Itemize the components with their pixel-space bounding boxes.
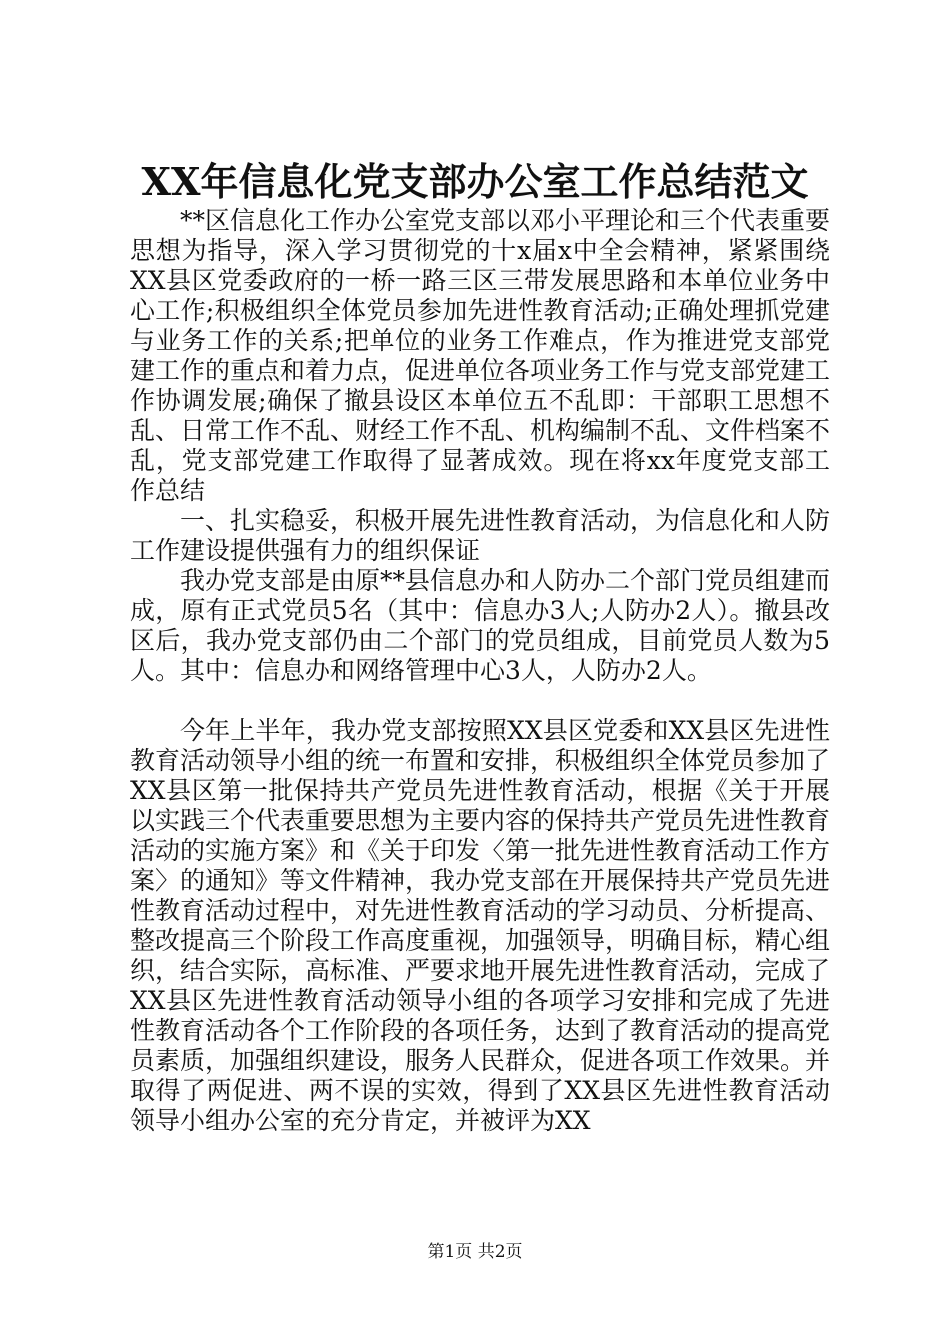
section-heading-1: 一、扎实稳妥，积极开展先进性教育活动，为信息化和人防工作建设提供强有力的组织保证 <box>130 506 831 565</box>
paragraph-branch-composition: 我办党支部是由原**县信息办和人防办二个部门党员组建而成，原有正式党员5名（其中：信息办3人;人防办2人）。撤县改区后，我办党支部仍由二个部门的党员组成，目前党员人数为5人。其中：信息办和网络管理中心3人，人防办2人。 <box>130 566 831 685</box>
document-body <box>130 206 830 1136</box>
paragraph-first-half-year: 今年上半年，我办党支部按照XX县区党委和XX县区先进性教育活动领导小组的统一布置和安排，积极组织全体党员参加了XX县区第一批保持共产党员先进性教育活动，根据《关于开展以实践三个代表重要思想为主要内容的保持共产党员先进性教育活动的实施方案》和《关于印发〈第一批先进性教育活动工作方案〉的通知》等文件精神，我办党支部在开展保持共产党员先进性教育活动过程中，对先进性教育活动的学习动员、分析提高、整改提高三个阶段工作高度重视，加强领导，明确目标，精心组织，结合实际，高标准、严要求地开展先进性教育活动，完成了XX县区先进性教育活动领导小组的各项学习安排和完成了先进性教育活动各个工作阶段的各项任务，达到了教育活动的提高党员素质，加强组织建设，服务人民群众，促进各项工作效果。并取得了两促进、两不误的实效，得到了XX县区先进性教育活动领导小组办公室的充分肯定，并被评为XX <box>130 716 831 1135</box>
document-title: XX年信息化党支部办公室工作总结范文 <box>141 159 809 204</box>
page-footer: 第1页 共2页 <box>427 1242 523 1262</box>
paragraph-intro: **区信息化工作办公室党支部以邓小平理论和三个代表重要思想为指导，深入学习贯彻党的十x届x中全会精神，紧紧围绕XX县区党委政府的一桥一路三区三带发展思路和本单位业务中心工作;积极组织全体党员参加先进性教育活动;正确处理抓党建与业务工作的关系;把单位的业务工作难点，作为推进党支部党建工作的重点和着力点，促进单位各项业务工作与党支部党建工作协调发展;确保了撤县设区本单位五不乱即：干部职工思想不乱、日常工作不乱、财经工作不乱、机构编制不乱、文件档案不乱，党支部党建工作取得了显著成效。现在将xx年度党支部工作总结 <box>130 206 831 505</box>
